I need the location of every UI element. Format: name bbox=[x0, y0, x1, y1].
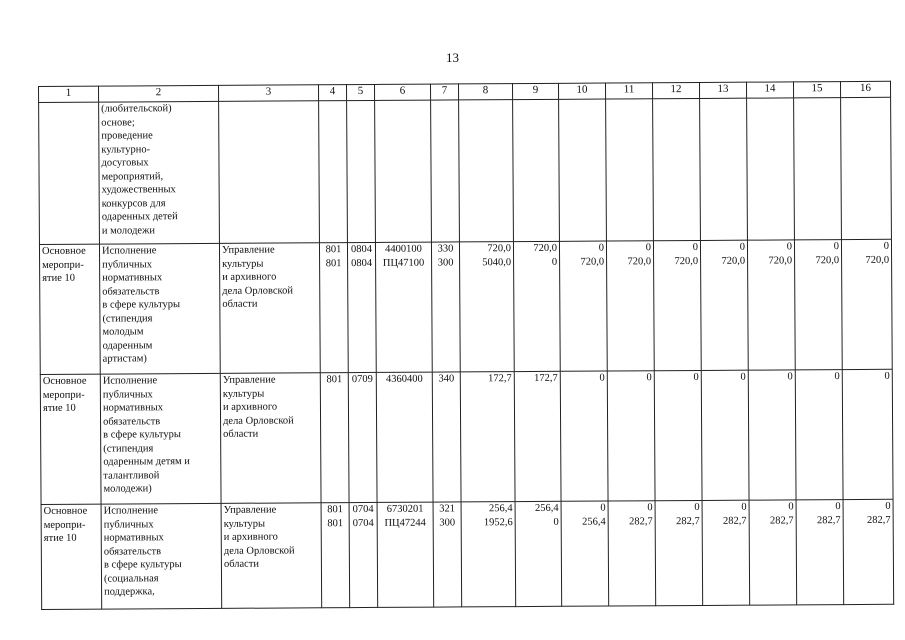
value-col-13: 0 720,0 bbox=[700, 240, 748, 370]
event-description: Исполнение публичных нормативных обязательств в сфере культуры (стипендия одаренным детям и талантливой молодежи) bbox=[100, 373, 221, 504]
grbs-code: 801 801 bbox=[321, 503, 350, 608]
value-col-9: 172,7 bbox=[514, 371, 561, 501]
budget-table bbox=[38, 81, 894, 610]
value-col-9: 720,0 0 bbox=[513, 241, 560, 371]
value-col-8: 256,4 1952,6 bbox=[461, 502, 516, 607]
header-col-2: 2 bbox=[99, 85, 219, 102]
header-col-3: 3 bbox=[218, 85, 318, 102]
target-article-code: 4360400 bbox=[376, 372, 433, 502]
value-col-13: 0 282,7 bbox=[702, 500, 750, 605]
header-col-5: 5 bbox=[346, 84, 374, 100]
header-col-10: 10 bbox=[558, 83, 605, 99]
executor: Управление культуры и архивного дела Орловской области bbox=[221, 503, 322, 609]
value-col-11: 0 720,0 bbox=[606, 241, 654, 371]
value-col-16: 0 720,0 bbox=[841, 239, 892, 369]
expense-type-code: 340 bbox=[432, 372, 461, 502]
value-col-14: 0 720,0 bbox=[747, 240, 795, 370]
event-description: Исполнение публичных нормативных обязательств в сфере культуры (социальная поддержка, bbox=[101, 503, 222, 609]
event-label: Основное меропри- ятие 10 bbox=[41, 504, 102, 609]
cell bbox=[794, 98, 842, 240]
section-code: 0704 0704 bbox=[349, 502, 378, 607]
continuation-row bbox=[39, 97, 892, 244]
cell bbox=[700, 98, 748, 240]
value-col-12: 0 720,0 bbox=[653, 240, 701, 370]
value-col-10: 0 bbox=[560, 371, 608, 501]
header-col-7: 7 bbox=[430, 84, 458, 100]
cell bbox=[653, 98, 701, 240]
continuation-text: (любительской) основе; проведение культурно- досуговых мероприятий, художественных конкурсов для одаренных детей и молодежи bbox=[99, 101, 220, 244]
value-col-14: 0 282,7 bbox=[749, 500, 797, 605]
cell bbox=[347, 100, 376, 242]
page-number: 13 bbox=[446, 50, 459, 65]
value-col-10: 0 720,0 bbox=[559, 241, 607, 371]
header-col-6: 6 bbox=[374, 84, 430, 100]
executor: Управление культуры и архивного дела Орловской области bbox=[219, 243, 320, 374]
header-col-16: 16 bbox=[840, 81, 890, 97]
executor: Управление культуры и архивного дела Орловской области bbox=[220, 373, 321, 504]
target-article-code: 6730201 ПЦ47244 bbox=[377, 502, 434, 607]
cell bbox=[319, 101, 348, 243]
event-label: Основное меропри- ятие 10 bbox=[39, 244, 100, 374]
cell bbox=[559, 99, 607, 241]
event-description: Исполнение публичных нормативных обязательств в сфере культуры (стипендия молодым одаренным артистам) bbox=[99, 243, 220, 374]
table-row bbox=[39, 239, 892, 374]
grbs-code: 801 bbox=[320, 373, 349, 503]
cell bbox=[219, 101, 320, 244]
expense-type-code: 321 300 bbox=[433, 502, 462, 607]
header-col-4: 4 bbox=[318, 85, 346, 101]
value-col-12: 0 282,7 bbox=[655, 500, 703, 605]
header-col-15: 15 bbox=[793, 82, 840, 98]
cell bbox=[606, 99, 654, 241]
cell bbox=[459, 100, 514, 242]
value-col-14: 0 bbox=[748, 370, 796, 500]
cell bbox=[375, 100, 432, 242]
target-article-code: 4400100 ПЦ47100 bbox=[375, 242, 432, 372]
header-col-12: 12 bbox=[652, 82, 699, 98]
value-col-16: 0 bbox=[842, 369, 893, 499]
table-row bbox=[40, 369, 893, 504]
event-label: Основное меропри- ятие 10 bbox=[40, 374, 101, 504]
header-col-13: 13 bbox=[699, 82, 746, 98]
cell bbox=[39, 102, 100, 244]
grbs-code: 801 801 bbox=[319, 243, 348, 373]
table-row bbox=[41, 499, 894, 609]
expense-type-code: 330 300 bbox=[431, 242, 460, 372]
value-col-15: 0 bbox=[795, 370, 843, 500]
value-col-12: 0 bbox=[654, 370, 702, 500]
value-col-15: 0 720,0 bbox=[794, 240, 842, 370]
section-code: 0804 0804 bbox=[347, 242, 376, 372]
header-col-8: 8 bbox=[458, 84, 512, 100]
value-col-13: 0 bbox=[701, 370, 749, 500]
value-col-9: 256,4 0 bbox=[515, 501, 562, 606]
value-col-8: 720,0 5040,0 bbox=[459, 242, 514, 372]
header-col-1: 1 bbox=[39, 86, 99, 102]
value-col-11: 0 bbox=[607, 371, 655, 501]
cell bbox=[513, 99, 560, 241]
value-col-16: 0 282,7 bbox=[843, 499, 894, 604]
header-col-9: 9 bbox=[512, 83, 558, 99]
value-col-8: 172,7 bbox=[460, 372, 515, 502]
budget-table-wrapper bbox=[38, 81, 893, 610]
header-col-14: 14 bbox=[746, 82, 793, 98]
cell bbox=[747, 98, 795, 240]
cell bbox=[841, 97, 892, 239]
value-col-15: 0 282,7 bbox=[796, 500, 844, 605]
cell bbox=[431, 100, 460, 242]
header-col-11: 11 bbox=[605, 83, 652, 99]
value-col-11: 0 282,7 bbox=[608, 501, 656, 606]
value-col-10: 0 256,4 bbox=[561, 501, 609, 606]
section-code: 0709 bbox=[348, 372, 377, 502]
